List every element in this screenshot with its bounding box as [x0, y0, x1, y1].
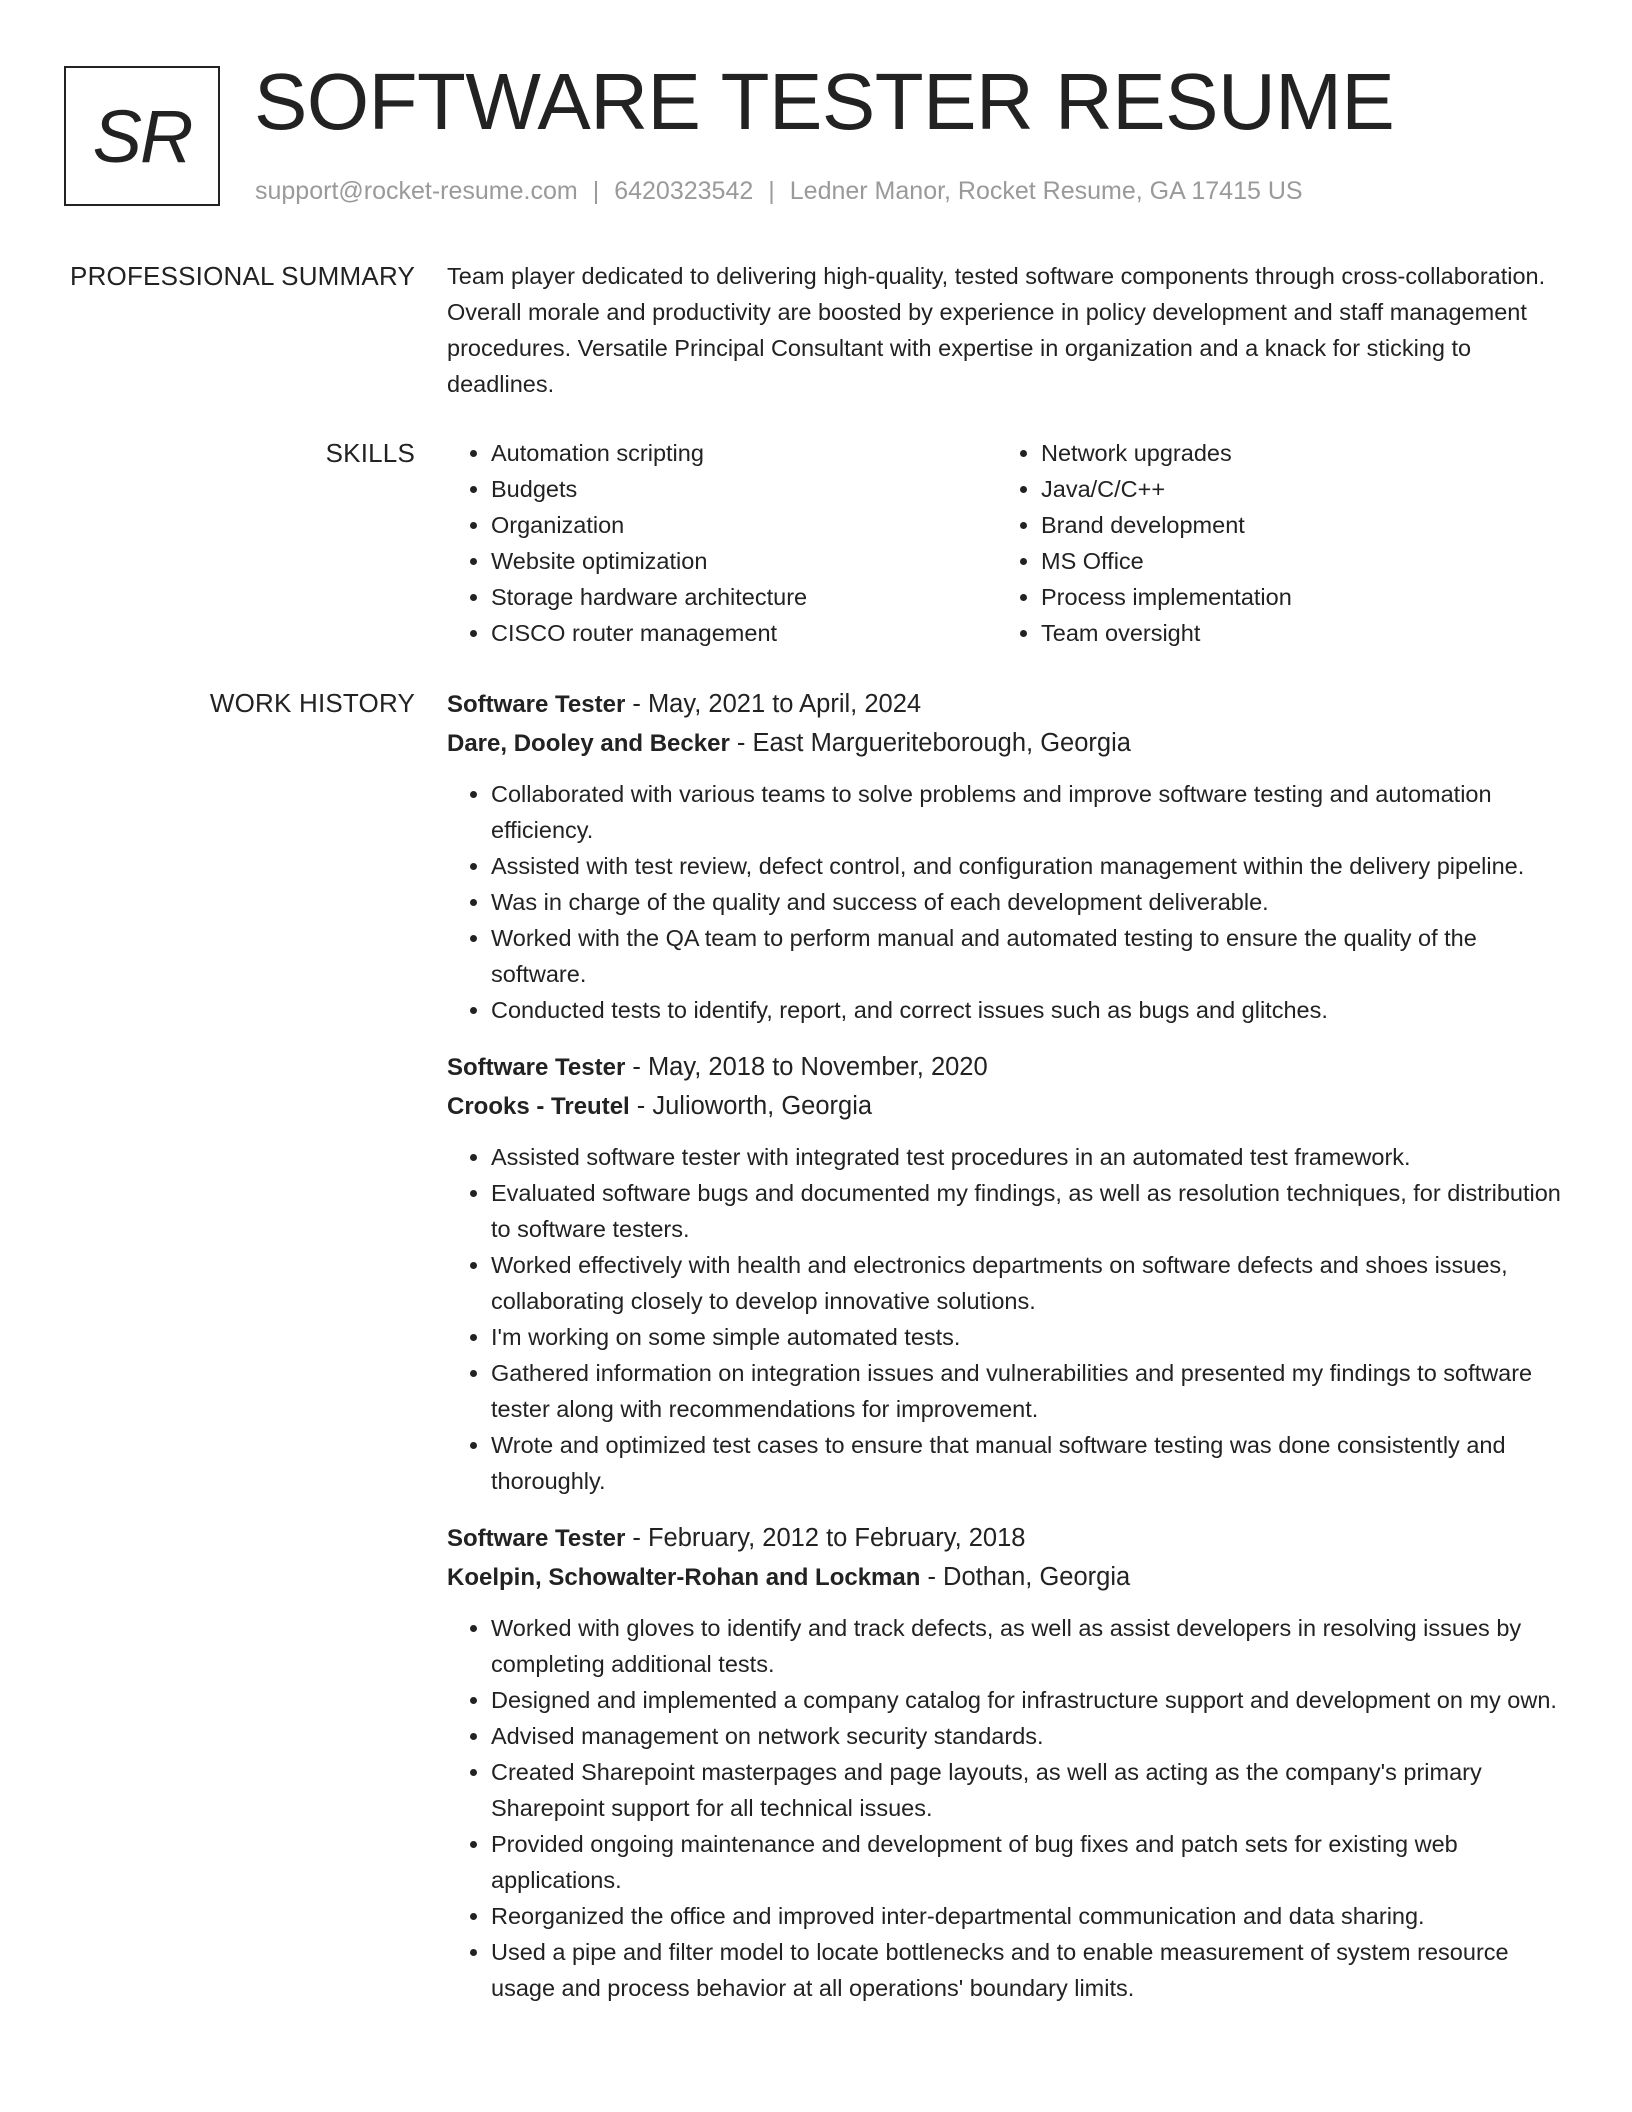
- job-company-line: [447, 724, 1565, 763]
- summary-section: [447, 258, 1565, 402]
- job-company-line: [447, 1558, 1565, 1597]
- job-bullets: [447, 1139, 1565, 1499]
- phone-number: 6420323542: [614, 177, 754, 205]
- monogram-logo: SR: [64, 66, 220, 206]
- skill-item: • Process implementation: [1041, 579, 1547, 615]
- job-company-line: [447, 1087, 1565, 1126]
- job-bullets: [447, 776, 1565, 1028]
- skills-columns: [447, 435, 1565, 651]
- skill-item: • MS Office: [1041, 543, 1547, 579]
- skill-item: • CISCO router management: [491, 615, 997, 651]
- job-bullet: • Worked with the QA team to perform manual and automated testing to ensure the quality of the software.: [491, 920, 1565, 992]
- job-title-line: [447, 1519, 1565, 1558]
- summary-text: Team player dedicated to delivering high-quality, tested software components through cross-collaboration. Overall morale and productivity are boosted by experience in policy development and staff management procedures. Versatile Principal Consultant with expertise in organization and a knack for sticking to deadlines.: [447, 263, 1546, 397]
- job-bullet: • Assisted with test review, defect control, and configuration management within the delivery pipeline.: [491, 848, 1565, 884]
- job-bullet: • Used a pipe and filter model to locate bottlenecks and to enable measurement of system resource usage and process behavior at all operations' boundary limits.: [491, 1934, 1565, 2006]
- job-bullet: • Evaluated software bugs and documented my findings, as well as resolution techniques, for distribution to software testers.: [491, 1175, 1565, 1247]
- skill-item: • Team oversight: [1041, 615, 1547, 651]
- job-dates: - May, 2018 to November, 2020: [625, 1053, 988, 1081]
- job-location: - East Margueriteborough, Georgia: [729, 729, 1131, 757]
- job-bullet: • Worked effectively with health and electronics departments on software defects and shoes issues, collaborating closely to develop innovative solutions.: [491, 1247, 1565, 1319]
- resume-title: SOFTWARE TESTER RESUME: [254, 57, 1395, 146]
- company-name: Crooks - Treutel: [447, 1093, 630, 1120]
- job-bullet: • Wrote and optimized test cases to ensure that manual software testing was done consistently and thoroughly.: [491, 1427, 1565, 1499]
- job-title-line: [447, 1048, 1565, 1087]
- job-bullets: [447, 1610, 1565, 2006]
- skill-item: • Storage hardware architecture: [491, 579, 997, 615]
- job-bullet: • I'm working on some simple automated tests.: [491, 1319, 1565, 1355]
- job-bullet: • Was in charge of the quality and success of each development deliverable.: [491, 884, 1565, 920]
- job-bullet: • Assisted software tester with integrated test procedures in an automated test framework.: [491, 1139, 1565, 1175]
- job-entry: [447, 1048, 1565, 1499]
- company-name: Dare, Dooley and Becker: [447, 730, 730, 757]
- skill-item: • Automation scripting: [491, 435, 997, 471]
- job-title-line: [447, 685, 1565, 724]
- skills-section: [447, 435, 1565, 651]
- skill-item: • Java/C/C++: [1041, 471, 1547, 507]
- job-bullet: • Collaborated with various teams to solve problems and improve software testing and automation efficiency.: [491, 776, 1565, 848]
- skills-list-right: [997, 435, 1547, 651]
- job-title: Software Tester: [447, 1054, 626, 1081]
- job-dates: - May, 2021 to April, 2024: [625, 690, 922, 718]
- job-bullet: • Advised management on network security standards.: [491, 1718, 1565, 1754]
- work-history-heading: WORK HISTORY: [209, 688, 415, 718]
- contact-separator: |: [592, 177, 600, 205]
- skills-list-left: [447, 435, 997, 651]
- summary-heading: PROFESSIONAL SUMMARY: [70, 261, 415, 291]
- email-link[interactable]: support@rocket-resume.com: [255, 177, 578, 205]
- job-title: Software Tester: [447, 691, 626, 718]
- job-location: - Dothan, Georgia: [920, 1563, 1131, 1591]
- job-bullet: • Provided ongoing maintenance and development of bug fixes and patch sets for existing web applications.: [491, 1826, 1565, 1898]
- job-bullet: • Gathered information on integration issues and vulnerabilities and presented my findings to software tester along with recommendations for improvement.: [491, 1355, 1565, 1427]
- work-history-section: [447, 685, 1565, 2026]
- job-title: Software Tester: [447, 1525, 626, 1552]
- job-location: - Julioworth, Georgia: [629, 1092, 873, 1120]
- job-bullet: • Worked with gloves to identify and track defects, as well as assist developers in resolving issues by completing additional tests.: [491, 1610, 1565, 1682]
- address: Ledner Manor, Rocket Resume, GA 17415 US: [789, 177, 1303, 205]
- skill-item: • Network upgrades: [1041, 435, 1547, 471]
- contact-line: [255, 173, 1303, 209]
- company-name: Koelpin, Schowalter-Rohan and Lockman: [447, 1564, 921, 1591]
- skills-heading: SKILLS: [325, 438, 415, 468]
- skill-item: • Brand development: [1041, 507, 1547, 543]
- job-bullet: • Created Sharepoint masterpages and page layouts, as well as acting as the company's primary Sharepoint support for all technical issues.: [491, 1754, 1565, 1826]
- job-entry: [447, 1519, 1565, 2006]
- job-bullet: • Designed and implemented a company catalog for infrastructure support and development on my own.: [491, 1682, 1565, 1718]
- job-bullet: • Reorganized the office and improved inter-departmental communication and data sharing.: [491, 1898, 1565, 1934]
- job-dates: - February, 2012 to February, 2018: [625, 1524, 1026, 1552]
- skill-item: • Organization: [491, 507, 997, 543]
- job-bullet: • Conducted tests to identify, report, and correct issues such as bugs and glitches.: [491, 992, 1565, 1028]
- skill-item: • Budgets: [491, 471, 997, 507]
- job-entry: [447, 685, 1565, 1028]
- skill-item: • Website optimization: [491, 543, 997, 579]
- contact-separator: |: [768, 177, 775, 205]
